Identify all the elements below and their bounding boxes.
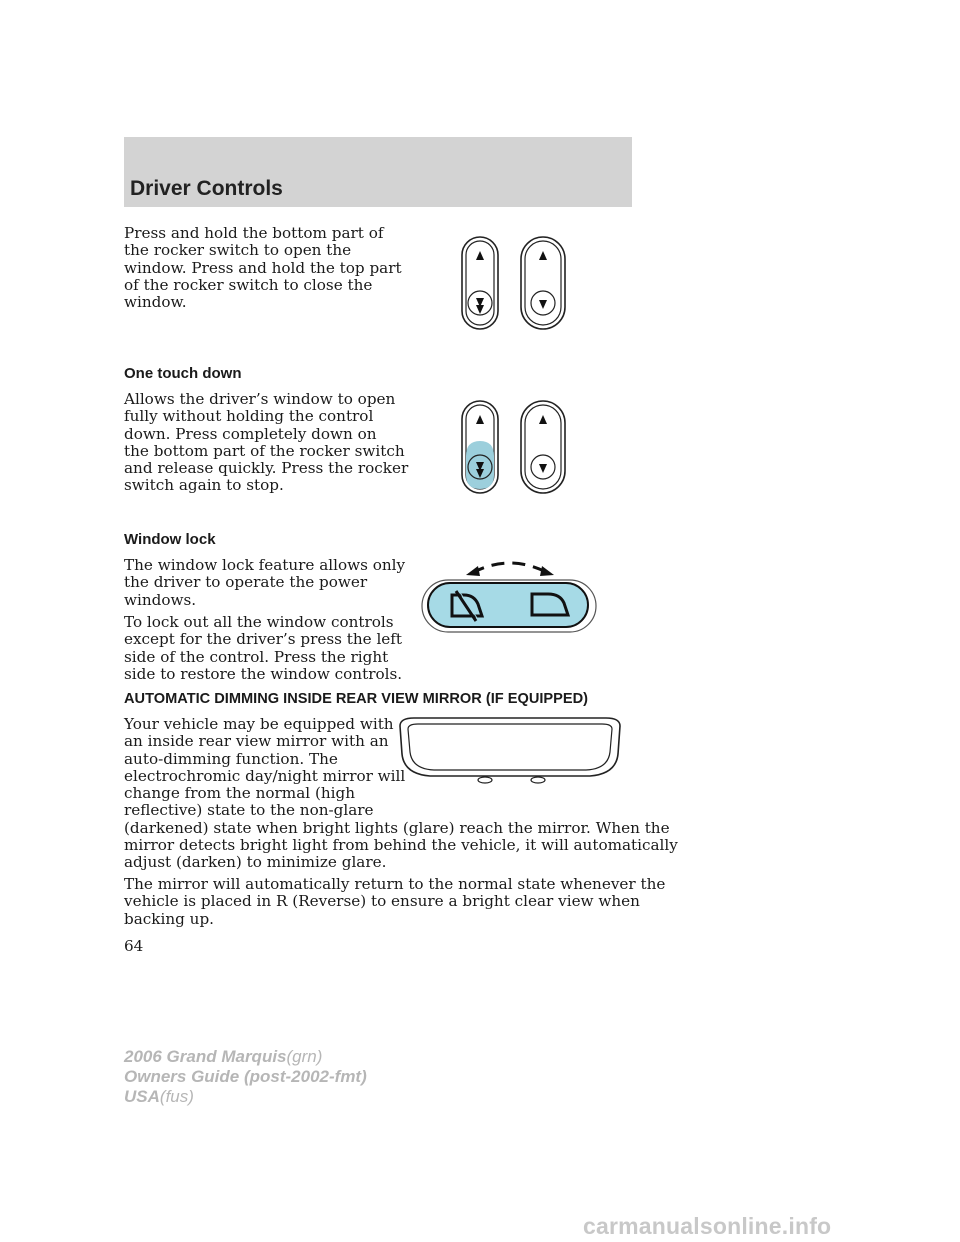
window-lock-text-1: [124, 557, 405, 609]
text-line: auto-dimming function. The: [124, 749, 338, 768]
text-line: Press and hold the bottom part of: [124, 224, 384, 242]
header-band: [124, 137, 632, 207]
text-line: Your vehicle may be equipped with: [124, 715, 394, 733]
site-watermark: carmanualsonline.info: [583, 1213, 832, 1239]
text-line: window. Press and hold the top part: [124, 258, 402, 277]
text-line: and release quickly. Press the rocker: [124, 459, 409, 478]
text-line: adjust (darken) to minimize glare.: [124, 853, 387, 872]
text-line: change from the normal (high: [124, 784, 356, 803]
text-line: an inside rear view mirror with an: [124, 732, 389, 751]
window-switch-icon: [455, 232, 570, 332]
footer-region-code: (fus): [159, 1087, 194, 1106]
footer-region: USA: [124, 1087, 160, 1106]
footer-model: 2006 Grand Marquis: [124, 1047, 287, 1066]
text-line: reflective) state to the non-glare: [124, 801, 374, 820]
text-line: the bottom part of the rocker switch: [124, 441, 405, 460]
text-line: side to restore the window controls.: [124, 664, 403, 683]
page-title: Driver Controls: [130, 177, 283, 200]
mirror-text-2: [124, 876, 665, 928]
page-number: 64: [124, 937, 144, 955]
footer-model-code: (grn): [286, 1047, 323, 1066]
text-line: To lock out all the window controls: [124, 613, 394, 631]
text-line: except for the driver’s press the left: [124, 630, 403, 649]
text-line: the rocker switch to open the: [124, 241, 352, 260]
text-line: electrochromic day/night mirror will: [124, 766, 406, 785]
text-line: windows.: [124, 590, 197, 609]
rear-view-mirror-icon: [390, 712, 630, 786]
one-touch-heading: One touch down: [124, 365, 242, 382]
text-line: of the rocker switch to close the: [124, 275, 373, 294]
text-line: down. Press completely down on: [124, 424, 377, 443]
text-line: The mirror will automatically return to the normal state whenever the: [124, 875, 666, 893]
window-lock-heading: Window lock: [124, 531, 216, 548]
footer: [124, 1047, 367, 1107]
text-line: Allows the driver’s window to open: [124, 390, 396, 408]
text-line: The window lock feature allows only: [124, 556, 406, 574]
one-touch-text: [124, 391, 408, 495]
mirror-heading: AUTOMATIC DIMMING INSIDE REAR VIEW MIRROR (IF EQUIPPED): [124, 691, 589, 707]
text-line: fully without holding the control: [124, 407, 374, 426]
one-touch-switch-icon: [455, 396, 570, 496]
text-line: (darkened) state when bright lights (glare) reach the mirror. When the: [124, 818, 670, 837]
window-lock-icon: [420, 552, 600, 636]
text-line: side of the control. Press the right: [124, 647, 389, 666]
power-window-text: [124, 225, 402, 311]
text-line: switch again to stop.: [124, 476, 284, 495]
footer-guide: Owners Guide (post-2002-fmt): [124, 1067, 367, 1086]
text-line: window.: [124, 293, 187, 312]
text-line: backing up.: [124, 909, 215, 928]
window-lock-text-2: [124, 614, 402, 683]
text-line: the driver to operate the power: [124, 573, 368, 592]
text-line: vehicle is placed in R (Reverse) to ensure a bright clear view when: [124, 892, 640, 911]
text-line: mirror detects bright light from behind the vehicle, it will automatically: [124, 836, 678, 855]
